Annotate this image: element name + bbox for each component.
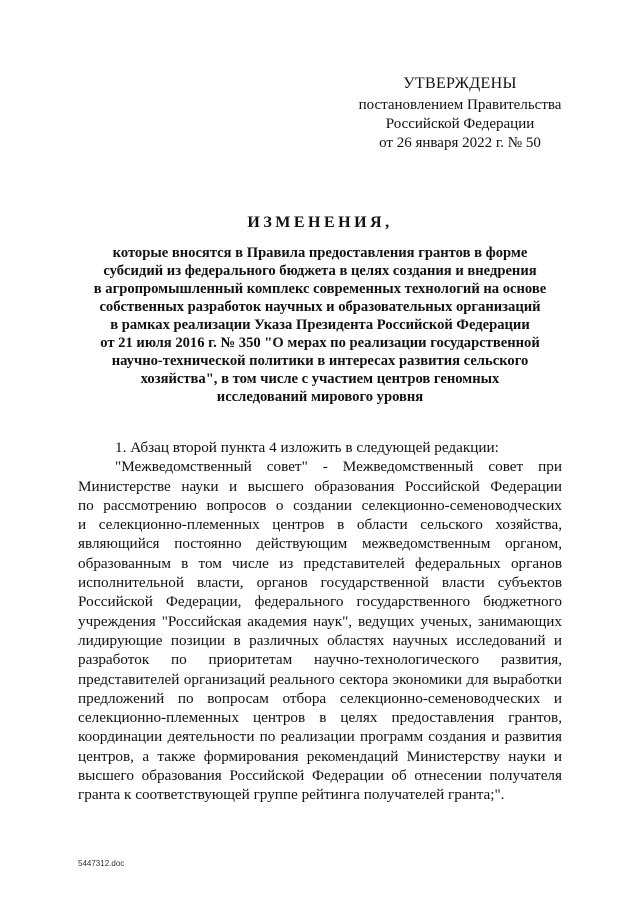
approval-block: [340, 74, 580, 153]
paragraph-line: предложений по вопросам отбора селекционно-семеноводческих и: [78, 689, 562, 707]
paragraph-line: Российской Федерации, федерального государственного бюджетного: [78, 593, 562, 611]
paragraph-line: разработок по приоритетам научно-технологического развития,: [78, 651, 562, 669]
document-subtitle: [78, 244, 562, 406]
paragraph-line: исполнительной власти, органов государственной власти субъектов: [78, 574, 562, 592]
paragraph-line: являющийся постоянно действующим межведомственным органом,: [78, 535, 562, 553]
paragraph-line: 1. Абзац второй пункта 4 изложить в следующей редакции:: [115, 439, 499, 456]
paragraph-line: образованным в том числе из представителей федеральных органов: [78, 554, 562, 572]
paragraph-line: и селекционно-племенных центров в области сельского хозяйства,: [78, 516, 562, 534]
paragraph-line: по рассмотрению вопросов о создании селекционно-семеноводческих: [78, 496, 562, 514]
subtitle-line: собственных разработок научных и образовательных организаций: [99, 299, 541, 315]
subtitle-line: в агропромышленный комплекс современных технологий на основе: [93, 281, 547, 297]
document-title: ИЗМЕНЕНИЯ,: [247, 214, 393, 231]
paragraph-line: представителей организаций реального сектора экономики для выработки: [78, 670, 562, 688]
paragraph-line: координации деятельности по реализации программ создания и развития: [78, 728, 562, 746]
subtitle-line: в рамках реализации Указа Президента Российской Федерации: [110, 317, 530, 333]
paragraph-line: селекционно-племенных центров в целях предоставления грантов,: [78, 709, 562, 727]
approval-heading: УТВЕРЖДЕНЫ: [403, 75, 517, 92]
subtitle-line: научно-технической политики в интересах развития сельского: [111, 353, 529, 369]
paragraph-line: учреждения "Российская академия наук", ведущих ученых, занимающих: [78, 612, 562, 630]
subtitle-line: субсидий из федерального бюджета в целях создания и внедрения: [103, 263, 537, 279]
paragraph-line: высшего образования Российской Федерации об отнесении получателя: [78, 767, 562, 785]
approval-line: Российской Федерации: [385, 116, 535, 132]
subtitle-line: от 21 июля 2016 г. № 350 "О мерах по реализации государственной: [100, 335, 540, 351]
paragraph-line: гранта к соответствующей группе рейтинга получателей гранта;".: [78, 786, 505, 804]
paragraph-line: лидирующие позиции в различных областях научных исследований и: [78, 631, 562, 649]
file-name-footer: 5447312.doc: [78, 859, 125, 868]
subtitle-line: которые вносятся в Правила предоставления грантов в форме: [112, 245, 528, 261]
approval-date-line: от 26 января 2022 г. № 50: [379, 135, 541, 151]
subtitle-line: исследований мирового уровня: [216, 389, 424, 405]
document-body: [78, 438, 562, 805]
paragraph-line: центров, а также формирования рекомендаций Министерству науки и: [78, 747, 562, 765]
paragraph-line: Министерстве науки и высшего образования Российской Федерации: [78, 477, 562, 495]
approval-line: постановлением Правительства: [358, 97, 562, 113]
subtitle-line: хозяйства", в том числе с участием центров геномных: [140, 371, 500, 387]
paragraph-line: "Межведомственный совет" - Межведомственный совет при: [115, 458, 562, 476]
